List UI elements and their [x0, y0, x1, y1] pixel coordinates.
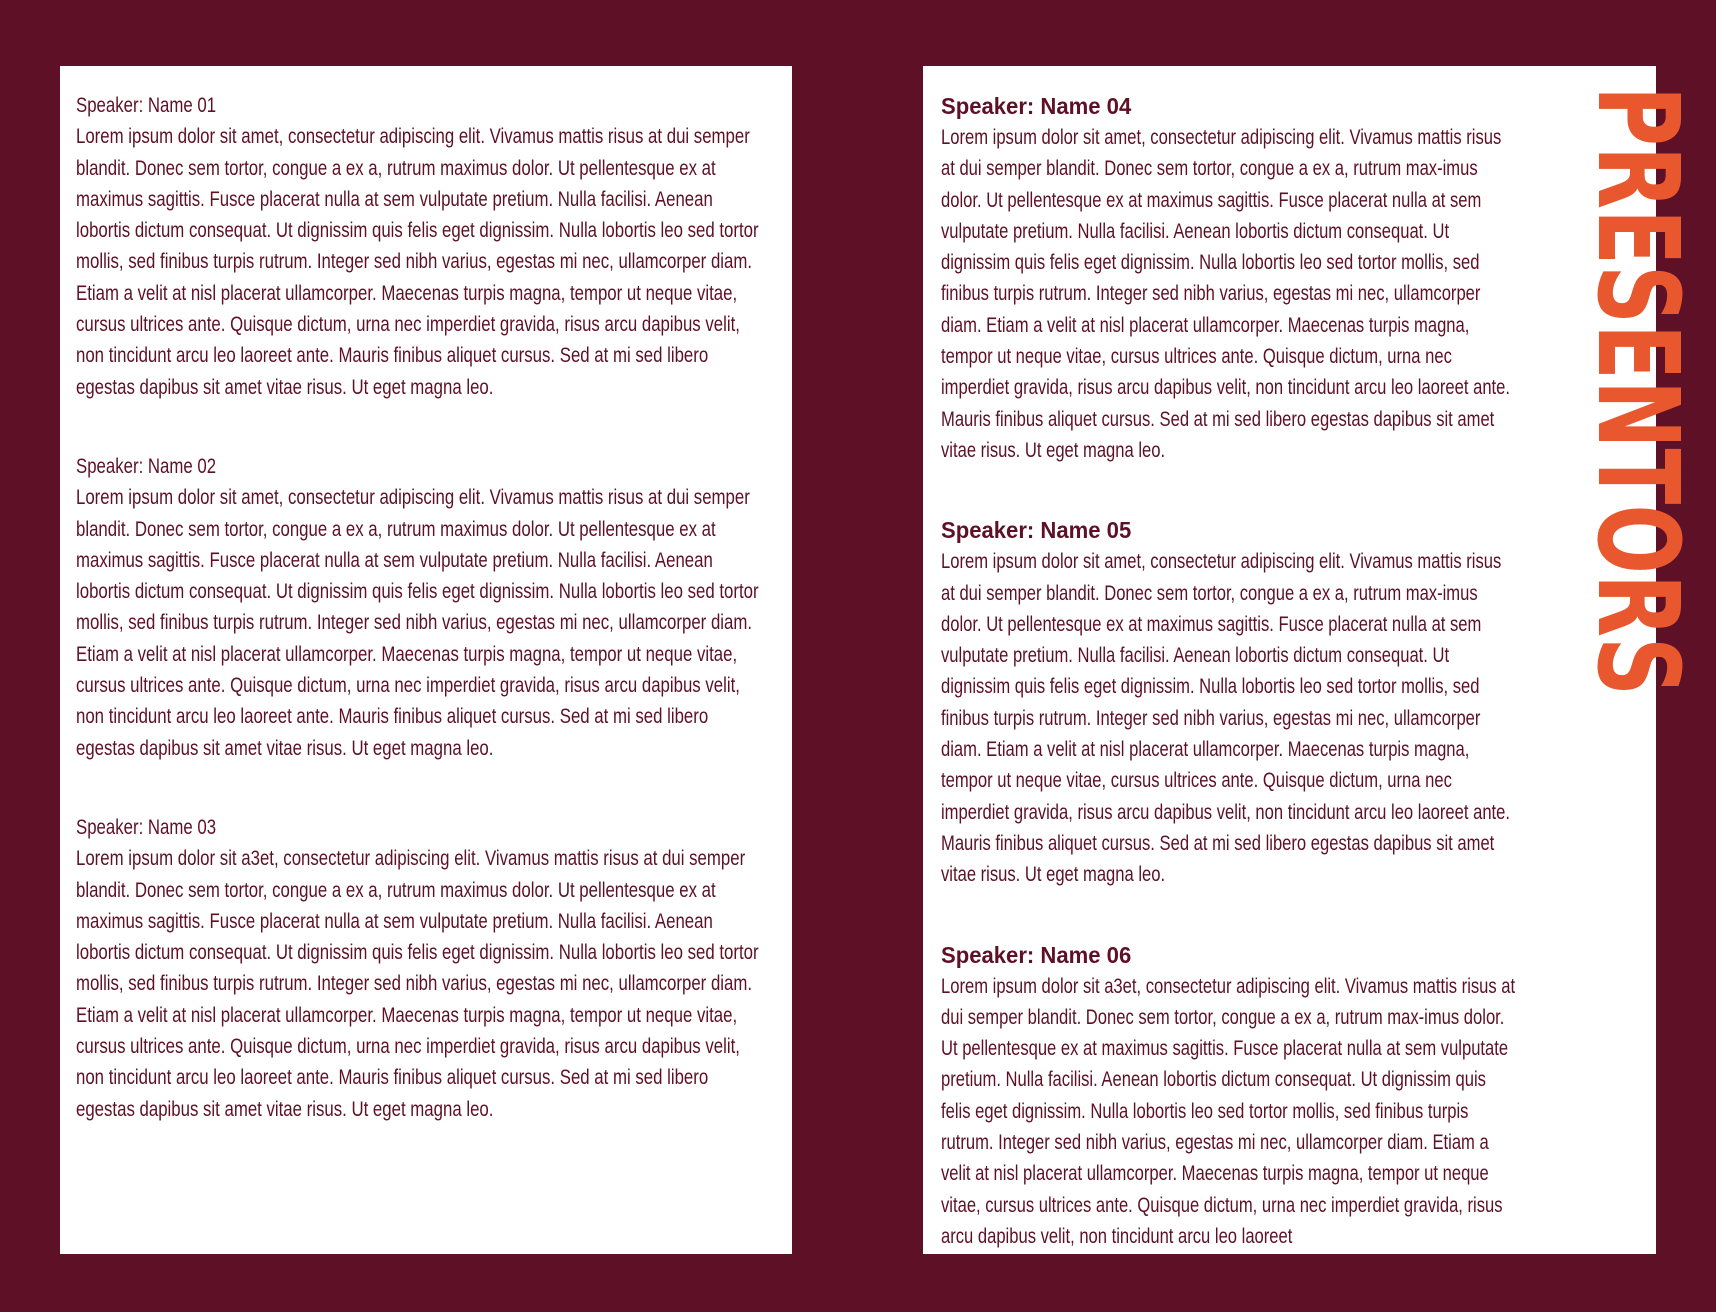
right-column — [941, 90, 1561, 1300]
speaker-entry — [76, 812, 766, 1125]
speaker-entry — [941, 939, 1561, 1253]
speaker-name: Speaker: Name 01 — [76, 94, 217, 117]
speaker-entry — [941, 90, 1561, 466]
speaker-name: Speaker: Name 03 — [76, 815, 217, 839]
speaker-name: Speaker: Name 06 — [941, 941, 1132, 968]
speaker-name: Speaker: Name 04 — [941, 93, 1132, 119]
speaker-bio: Lorem ipsum dolor sit amet, consectetur adipiscing elit. Vivamus mattis risus at dui semper blandit. Donec sem tortor, congue a ex a, rutrum maximus dolor. Ut pellentesque ex at maximus sagittis. Fusce placerat nulla at sem vulputate pretium. Nulla facilisi. Aenean lobortis dictum consequat. Ut dignissim quis felis eget dignissim. Nulla lobortis leo sed tortor mollis, sed finibus turpis rutrum. Integer sed nibh varius, egestas mi nec, ullamcorper diam. Etiam a velit at nisl placerat ullamcorper. Maecenas turpis magna, tempor ut neque vitae, cursus ultrices ante. Quisque dictum, urna nec imperdiet gravida, risus arcu dapibus velit, non tincidunt arcu leo laoreet ante. Mauris finibus aliquet cursus. Sed at mi sed libero egestas dapibus sit amet vitae risus. Ut eget magna leo. — [76, 486, 759, 760]
speaker-entry — [76, 90, 766, 403]
presenters-title-text: PRESENTORS — [1572, 86, 1702, 921]
presenters-title-svg — [1572, 86, 1702, 921]
left-column — [76, 90, 766, 1173]
speaker-bio: Lorem ipsum dolor sit amet, consectetur adipiscing elit. Vivamus mattis risus at dui semper blandit. Donec sem tortor, congue a ex a, rutrum maximus dolor. Ut pellentesque ex at maximus sagittis. Fusce placerat nulla at sem vulputate pretium. Nulla facilisi. Aenean lobortis dictum consequat. Ut dignissim quis felis eget dignissim. Nulla lobortis leo sed tortor mollis, sed finibus turpis rutrum. Integer sed nibh varius, egestas mi nec, ullamcorper diam. Etiam a velit at nisl placerat ullamcorper. Maecenas turpis magna, tempor ut neque vitae, cursus ultrices ante. Quisque dictum, urna nec imperdiet gravida, risus arcu dapibus velit, non tincidunt arcu leo laoreet ante. Mauris finibus aliquet cursus. Sed at mi sed libero egestas dapibus sit amet vitae risus. Ut eget magna leo. — [76, 125, 759, 399]
speaker-entry — [941, 514, 1561, 890]
speaker-bio: Lorem ipsum dolor sit a3et, consectetur adipiscing elit. Vivamus mattis risus at dui semper blandit. Donec sem tortor, congue a ex a, rutrum maximus dolor. Ut pellentesque ex at maximus sagittis. Fusce placerat nulla at sem vulputate pretium. Nulla facilisi. Aenean lobortis dictum consequat. Ut dignissim quis felis eget dignissim. Nulla lobortis leo sed tortor mollis, sed finibus turpis rutrum. Integer sed nibh varius, egestas mi nec, ullamcorper diam. Etiam a velit at nisl placerat ullamcorper. Maecenas turpis magna, tempor ut neque vitae, cursus ultrices ante. Quisque dictum, urna nec imperdiet gravida, risus arcu dapibus velit, non tincidunt arcu leo laoreet ante. Mauris finibus aliquet cursus. Sed at mi sed libero egestas dapibus sit amet vitae risus. Ut eget magna leo. — [76, 847, 759, 1121]
speaker-bio: Lorem ipsum dolor sit a3et, consectetur adipiscing elit. Vivamus mattis risus at dui semper blandit. Donec sem tortor, congue a ex a, rutrum max-imus dolor. Ut pellentesque ex at maximus sagittis. Fusce placerat nulla at sem vulputate pretium. Nulla facilisi. Aenean lobortis dictum consequat. Ut dignissim quis felis eget dignissim. Nulla lobortis leo sed tortor mollis, sed finibus turpis rutrum. Integer sed nibh varius, egestas mi nec, ullamcorper diam. Etiam a velit at nisl placerat ullamcorper. Maecenas turpis magna, tempor ut neque vitae, cursus ultrices ante. Quisque dictum, urna nec imperdiet gravida, risus arcu dapibus velit, non tincidunt arcu leo laoreet — [941, 974, 1516, 1248]
speaker-entry — [76, 451, 766, 764]
speaker-bio: Lorem ipsum dolor sit amet, consectetur adipiscing elit. Vivamus mattis risus at dui semper blandit. Donec sem tortor, congue a ex a, rutrum max-imus dolor. Ut pellentesque ex at maximus sagittis. Fusce placerat nulla at sem vulputate pretium. Nulla facilisi. Aenean lobortis dictum consequat. Ut dignissim quis felis eget dignissim. Nulla lobortis leo sed tortor mollis, sed finibus turpis rutrum. Integer sed nibh varius, egestas mi nec, ullamcorper diam. Etiam a velit at nisl placerat ullamcorper. Maecenas turpis magna, tempor ut neque vitae, cursus ultrices ante. Quisque dictum, urna nec imperdiet gravida, risus arcu dapibus velit, non tincidunt arcu leo laoreet ante. Mauris finibus aliquet cursus. Sed at mi sed libero egestas dapibus sit amet vitae risus. Ut eget magna leo. — [941, 550, 1510, 887]
left-page — [60, 66, 792, 1254]
right-page — [923, 66, 1656, 1254]
speaker-name: Speaker: Name 02 — [76, 454, 217, 478]
speaker-name: Speaker: Name 05 — [941, 517, 1132, 544]
speaker-bio: Lorem ipsum dolor sit amet, consectetur adipiscing elit. Vivamus mattis risus at dui semper blandit. Donec sem tortor, congue a ex a, rutrum max-imus dolor. Ut pellentesque ex at maximus sagittis. Fusce placerat nulla at sem vulputate pretium. Nulla facilisi. Aenean lobortis dictum consequat. Ut dignissim quis felis eget dignissim. Nulla lobortis leo sed tortor mollis, sed finibus turpis rutrum. Integer sed nibh varius, egestas mi nec, ullamcorper diam. Etiam a velit at nisl placerat ullamcorper. Maecenas turpis magna, tempor ut neque vitae, cursus ultrices ante. Quisque dictum, urna nec imperdiet gravida, risus arcu dapibus velit, non tincidunt arcu leo laoreet ante. Mauris finibus aliquet cursus. Sed at mi sed libero egestas dapibus sit amet vitae risus. Ut eget magna leo. — [941, 126, 1510, 462]
presenters-vertical-title — [1572, 86, 1702, 921]
